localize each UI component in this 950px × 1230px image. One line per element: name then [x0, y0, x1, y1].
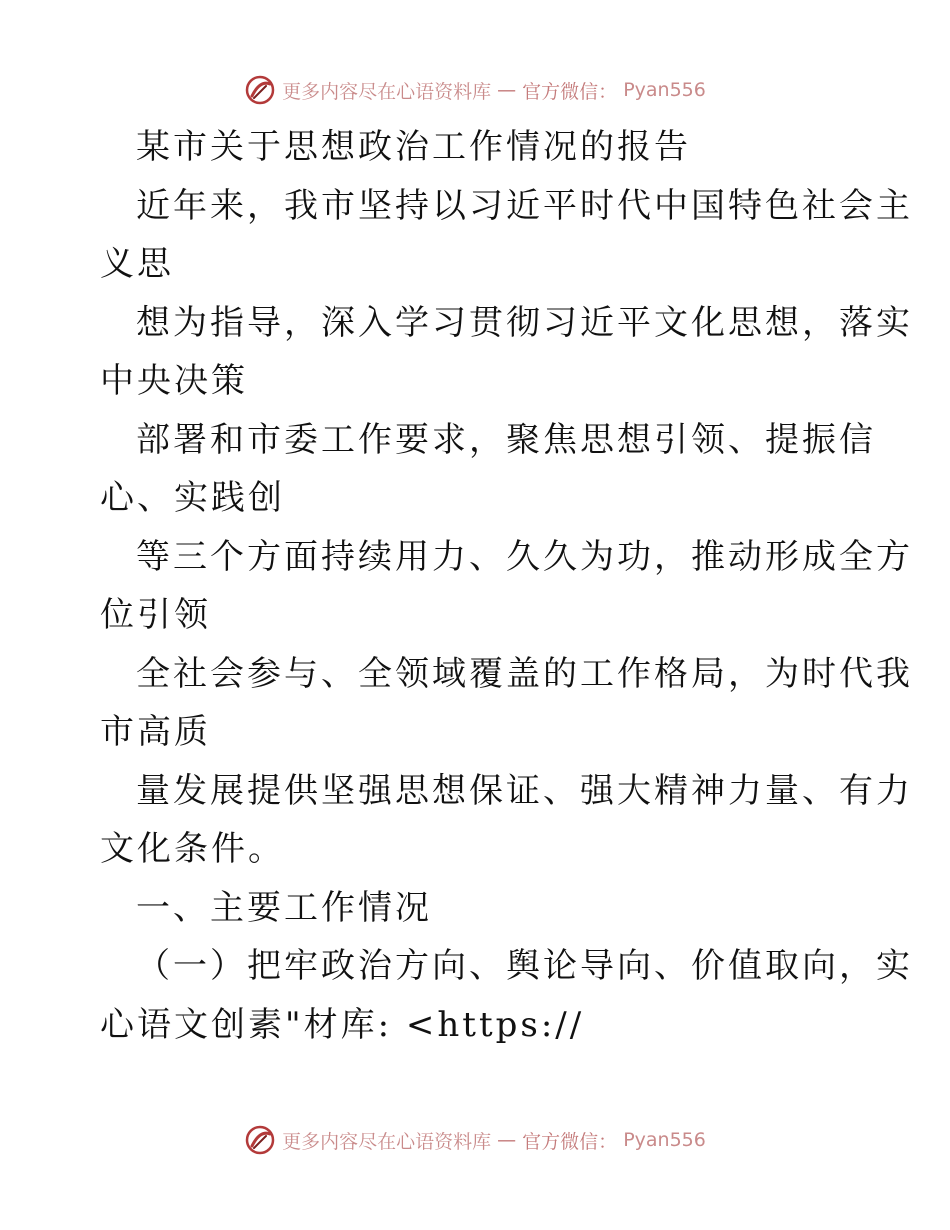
paragraph-line: 等三个方面持续用力、久久为功，推动形成全方 [136, 537, 913, 577]
watermark-label: 官方微信： [522, 1130, 618, 1153]
paragraph-line: 全社会参与、全领域覆盖的工作格局，为时代我 [136, 654, 913, 694]
watermark-separator: — [497, 1129, 517, 1151]
paragraph-line: 文化条件。 [100, 829, 285, 869]
watermark-wechat-id: Pyan556 [623, 79, 706, 101]
brand-logo-icon [244, 74, 276, 106]
paragraph-line: 义思 [100, 244, 174, 284]
document-title: 某市关于思想政治工作情况的报告 [136, 127, 691, 167]
paragraph-line: 近年来，我市坚持以习近平时代中国特色社会主 [136, 186, 913, 226]
watermark-brand: 更多内容尽在心语资料库 [282, 1130, 492, 1153]
paragraph-line: 想为指导，深入学习贯彻习近平文化思想，落实 [136, 303, 913, 343]
subsection-heading: （一）把牢政治方向、舆论导向、价值取向，实 [136, 946, 913, 986]
watermark-label: 官方微信： [522, 80, 618, 103]
watermark-wechat-id: Pyan556 [623, 1129, 706, 1151]
brand-logo-icon [244, 1124, 276, 1156]
header-watermark [0, 70, 950, 110]
paragraph-line: 量发展提供坚强思想保证、强大精神力量、有力 [136, 771, 913, 811]
paragraph-line: 位引领 [100, 595, 211, 635]
paragraph-line: 部署和市委工作要求，聚焦思想引领、提振信 [136, 420, 876, 460]
watermark-brand: 更多内容尽在心语资料库 [282, 80, 492, 103]
footer-watermark [0, 1120, 950, 1160]
paragraph-line: 心、实践创 [100, 478, 285, 518]
paragraph-line: 心语文创素"材库: <https:// [100, 1005, 585, 1045]
section-heading: 一、主要工作情况 [136, 888, 432, 928]
watermark-separator: — [497, 79, 517, 101]
paragraph-line: 中央决策 [100, 361, 248, 401]
paragraph-line: 市高质 [100, 712, 211, 752]
